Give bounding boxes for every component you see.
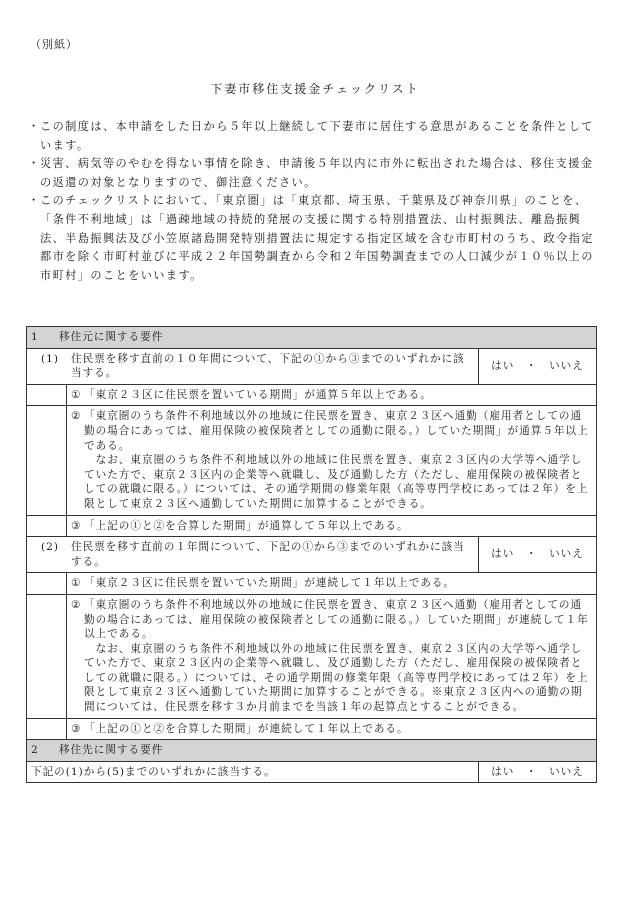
page-title: 下妻市移住支援金チェックリスト [210,82,420,96]
item-mark: ③ [71,519,82,532]
condition-row [27,515,597,537]
item-text: 「東京２３区に住民票を置いていた期間」が連続して１年以上である。 [84,577,455,590]
note-item [28,155,603,192]
item-note: なお、東京圏のうち条件不利地域以外の地域に住民票を置き、東京２３区内の大学等へ通学していた方で、東京２３区内の企業等へ就職し、及び通勤した方（ただし、雇用保険の被保険者としての就職に限る。）については、その通学期間の修業年限（高等専門学校にあっては２年）を上限として東京２３区へ通勤していた期間に加算することができる。 [84,454,589,510]
condition-row [27,384,597,406]
note-text: この制度は、本申請をした日から５年以上継続して下妻市に居住する意思があることを条件としています。 [40,120,594,152]
bullet-mark: ・ [28,120,41,133]
question-number: (1) [41,352,60,365]
section-title: 移住先に関する要件 [59,744,164,757]
question-row-destination [27,761,597,783]
notes-list [28,118,603,285]
section-header-origin [27,327,597,349]
note-item [28,118,603,155]
condition-row [27,406,597,515]
yes-no-answer[interactable]: はい ・ いいえ [479,348,597,384]
condition-row [27,573,597,595]
question-text: 住民票を移す直前の１０年間について、下記の①から③までのいずれかに該当する。 [71,352,465,380]
question-text: 住民票を移す直前の１年間について、下記の①から③までのいずれかに該当する。 [71,541,465,568]
note-text: このチェックリストにおいて、「東京圏」は「東京都、埼玉県、千葉県及び神奈川県」のことを、「条件不利地域」は「過疎地域の持続的発展の支援に関する特別措置法、山村振興法、離島振興法、半島振興法及び小笠原諸島開発特別措置法に規定する指定区域を含む市町村のうち、政令指定都市を除く市町村並びに平成２２年国勢調査から令和２年国勢調査までの人口減少が１０％以上の市町村」のことをいいます。 [40,194,594,282]
requirements-table [26,326,597,783]
section-number: 1 [31,331,39,343]
bullet-mark: ・ [28,157,41,171]
question-row-1 [27,348,597,384]
item-text: 「上記の①と②を合算した期間」が連続して１年以上である。 [84,722,409,735]
item-text: 「東京圏のうち条件不利地域以外の地域に住民票を置き、東京２３区へ通勤（雇用者としての通勤の場合にあっては、雇用保険の被保険者としての通勤に限る。）していた期間」が連続して１年以上である。 [84,598,589,641]
item-text: 「上記の①と②を合算した期間」が通算して５年以上である。 [84,519,409,532]
item-mark: ③ [71,722,82,735]
item-mark: ① [71,577,82,590]
item-note: なお、東京圏のうち条件不利地域以外の地域に住民票を置き、東京２３区内の大学等へ通学していた方で、東京２３区内の企業等へ就職し、及び通勤した方（ただし、雇用保険の被保険者としての就職に限る。）については、その通学期間の修業年限（高等専門学校にあっては２年）を上限として東京２３区へ通勤していた期間に加算することができる。※東京２３区内への通勤の期間については、住民票を移す３か月前までを当該１年の起算点とすることができる。 [84,642,589,714]
item-text: 「東京圏のうち条件不利地域以外の地域に住民票を置き、東京２３区へ通勤（雇用者としての通勤の場合にあっては、雇用保険の被保険者としての通勤に限る。）していた期間」が通算５年以上である。 [84,410,589,452]
item-mark: ② [71,410,82,423]
note-text: 災害、病気等のやむを得ない事情を除き、申請後５年以内に市外に転出された場合は、移住支援金の返還の対象となりますので、御注意ください。 [40,157,594,189]
item-mark: ② [71,598,82,611]
bullet-mark: ・ [28,194,41,208]
condition-row [27,718,597,740]
note-item [28,192,603,285]
yes-no-answer[interactable]: はい ・ いいえ [479,761,597,783]
section-header-destination [27,740,597,762]
question-number: (2) [41,541,60,554]
section-title: 移住元に関する要件 [59,331,164,343]
item-text: 「東京２３区に住民票を置いている期間」が通算５年以上である。 [84,388,432,401]
question-text: 下記の(1)から(5)までのいずれかに該当する。 [27,761,479,783]
yes-no-answer[interactable]: はい ・ いいえ [479,537,597,573]
item-mark: ① [71,388,82,401]
section-number: 2 [31,744,39,757]
question-row-2 [27,537,597,573]
annex-label: （別紙） [30,38,78,51]
condition-row [27,594,597,718]
